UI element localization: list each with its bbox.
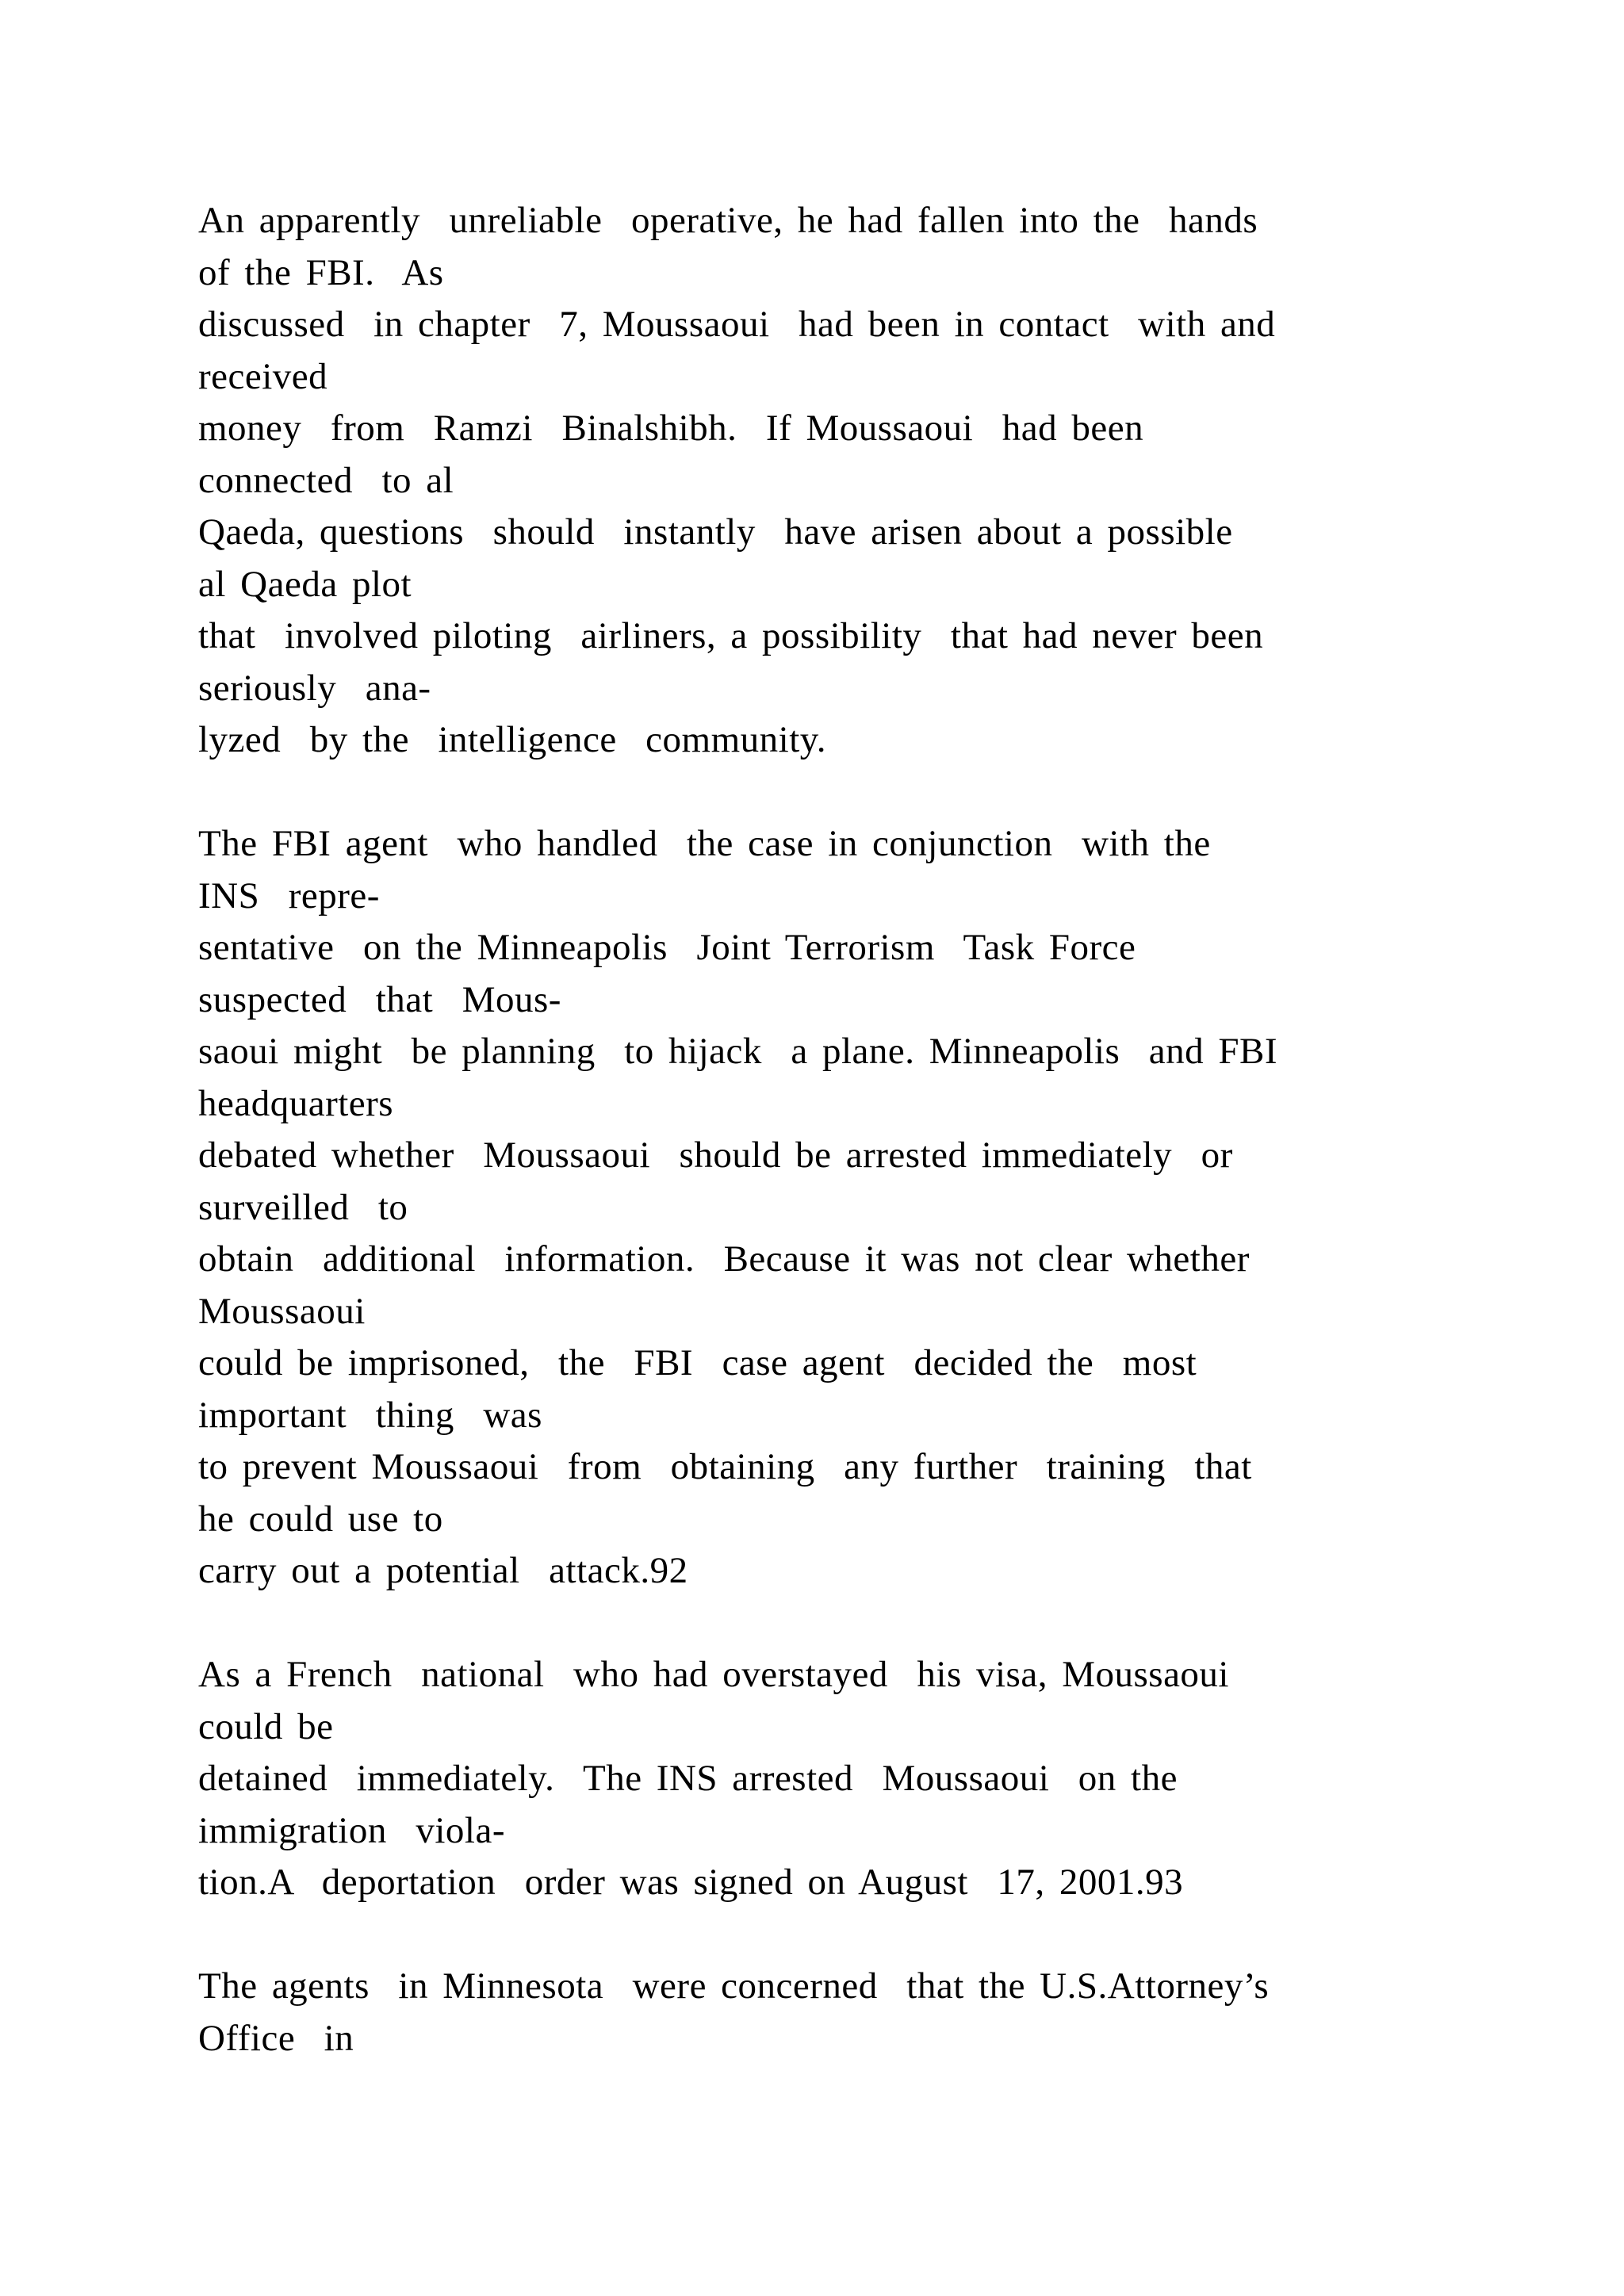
text-line: Moussaoui — [198, 1290, 366, 1332]
text-line: connected to al — [198, 459, 454, 501]
text-line: seriously ana- — [198, 667, 431, 709]
paragraph-2 — [198, 818, 1467, 1598]
text-line: money from Ramzi Binalshibh. If Moussaoui had been — [198, 408, 1144, 449]
text-line: An apparently unreliable operative, he had fallen into the hands — [198, 200, 1258, 241]
text-line: Qaeda, questions should instantly have arisen about a possible — [198, 511, 1233, 553]
text-line: sentative on the Minneapolis Joint Terrorism Task Force — [198, 927, 1136, 968]
text-line: important thing was — [198, 1394, 542, 1436]
text-line: he could use to — [198, 1498, 443, 1540]
text-line: The FBI agent who handled the case in conjunction with the — [198, 823, 1211, 864]
text-line: immigration viola- — [198, 1809, 505, 1851]
paragraph-1 — [198, 195, 1467, 767]
paragraph-4 — [198, 1961, 1467, 2064]
text-line: suspected that Mous- — [198, 978, 561, 1020]
text-line: debated whether Moussaoui should be arrested immediately or — [198, 1135, 1233, 1176]
text-line: saoui might be planning to hijack a plane. Minneapolis and FBI — [198, 1031, 1277, 1072]
paragraph-spacer — [198, 1909, 1467, 1961]
text-line: detained immediately. The INS arrested Moussaoui on the — [198, 1758, 1178, 1799]
text-line: As a French national who had overstayed his visa, Moussaoui — [198, 1654, 1229, 1695]
text-line: The agents in Minnesota were concerned that the U.S.Attorney’s — [198, 1965, 1270, 2007]
text-line: surveilled to — [198, 1186, 408, 1228]
paragraph-3 — [198, 1649, 1467, 1909]
text-line: obtain additional information. Because it was not clear whether — [198, 1238, 1250, 1280]
body-text — [198, 195, 1467, 2064]
text-line: headquarters — [198, 1082, 394, 1124]
text-line: could be — [198, 1705, 334, 1747]
text-line: carry out a potential attack.92 — [198, 1550, 688, 1591]
text-line: of the FBI. As — [198, 251, 444, 293]
text-line: Office in — [198, 2017, 354, 2059]
text-line: received — [198, 355, 328, 397]
text-line: al Qaeda plot — [198, 563, 412, 605]
text-line: INS repre- — [198, 874, 380, 916]
text-line: could be imprisoned, the FBI case agent decided the most — [198, 1342, 1197, 1383]
text-line: discussed in chapter 7, Moussaoui had been in contact with and — [198, 304, 1276, 345]
text-line: lyzed by the intelligence community. — [198, 719, 826, 760]
text-line: that involved piloting airliners, a possibility that had never been — [198, 615, 1264, 656]
text-line: to prevent Moussaoui from obtaining any further training that — [198, 1446, 1252, 1487]
paragraph-spacer — [198, 767, 1467, 819]
paragraph-spacer — [198, 1598, 1467, 1650]
text-line: tion.A deportation order was signed on August 17, 2001.93 — [198, 1862, 1184, 1903]
